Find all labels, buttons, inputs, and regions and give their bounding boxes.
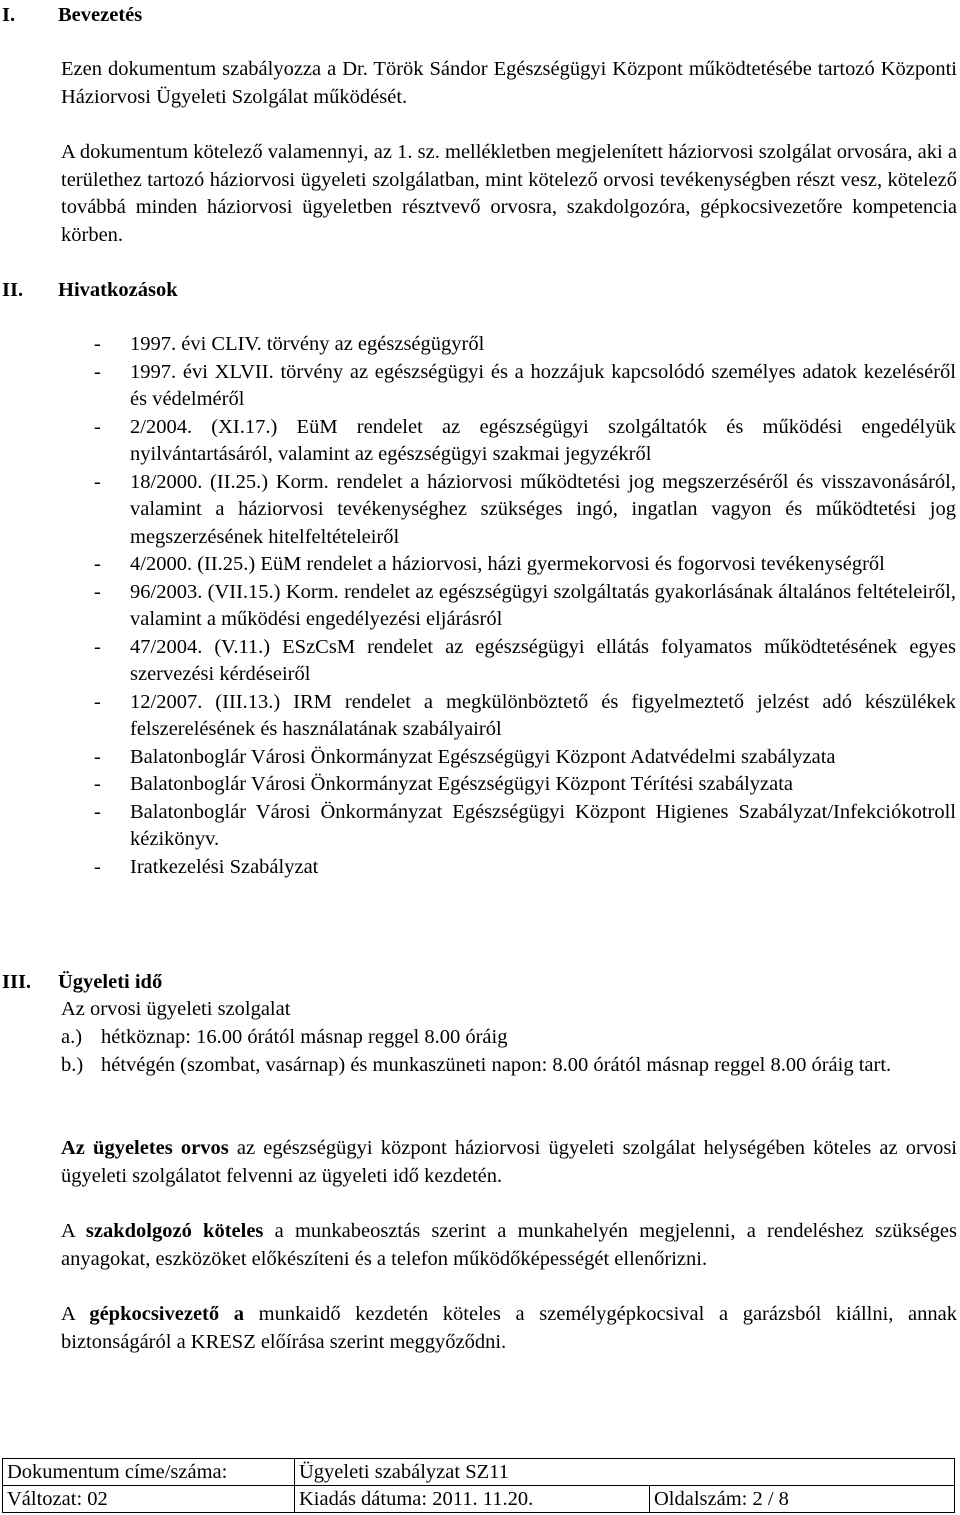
list-item <box>94 469 956 552</box>
list-item <box>94 414 956 469</box>
duty-time-intro: Az orvosi ügyeleti szolgalat <box>61 998 291 1020</box>
list-dash: - <box>94 415 101 438</box>
reference-text: Balatonboglár Városi Önkormányzat Egészségügyi Központ Térítési szabályzata <box>130 773 794 795</box>
list-item <box>94 689 956 744</box>
footer-issue-date: Kiadás dátuma: 2011. 11.20. <box>295 1486 650 1513</box>
reference-text: Iratkezelési Szabályzat <box>130 855 319 878</box>
footer-version: Változat: 02 <box>3 1486 295 1513</box>
list-dash: - <box>94 690 101 713</box>
reference-text: Balatonboglár Városi Önkormányzat Egészségügyi Központ Adatvédelmi szabályzata <box>130 745 836 768</box>
section-number: I. <box>2 4 16 26</box>
paragraph-text: A <box>61 1303 90 1325</box>
reference-text: 4/2000. (II.25.) EüM rendelet a háziorvosi, házi gyermekorvosi és fogorvosi tevékenységről <box>130 553 885 575</box>
reference-text: 12/2007. (III.13.) IRM rendelet a megkülönböztető és figyelmeztető jelzést adó készülékek felszerelésének és használatának szabályairól <box>130 690 956 740</box>
assistant-duty-paragraph <box>61 1218 957 1273</box>
list-item <box>94 331 956 359</box>
list-item <box>61 1052 957 1080</box>
list-item <box>94 771 956 799</box>
reference-text: 96/2003. (VII.15.) Korm. rendelet az egészségügyi szolgáltatás gyakorlásának általános feltételeiről, valamint a működési engedélyezési eljárásról <box>130 580 956 630</box>
list-item <box>94 634 956 689</box>
list-dash: - <box>94 773 101 795</box>
duty-time-list <box>61 1024 957 1079</box>
section-title: Hivatkozások <box>58 279 178 301</box>
list-dash: - <box>94 580 101 603</box>
reference-text: 1997. évi XLVII. törvény az egészségügyi és a hozzájuk kapcsolódó személyes adatok kezeléséről és védelméről <box>130 360 956 410</box>
list-item <box>94 744 956 772</box>
list-dash: - <box>94 855 101 878</box>
paragraph-text: munkaidő kezdetén köteles a személygépkocsival a garázsból kiállni, annak biztonságáról a KRESZ előírása szerint meggyőződni. <box>61 1303 957 1353</box>
table-row <box>3 1459 955 1486</box>
doctor-duty-paragraph <box>61 1135 957 1190</box>
footer-title-value: Ügyeleti szabályzat SZ11 <box>295 1459 955 1486</box>
list-marker: b.) <box>61 1053 84 1076</box>
list-dash: - <box>94 333 101 355</box>
intro-paragraph-2: A dokumentum kötelező valamennyi, az 1. sz. mellékletben megjelenített háziorvosi szolgálat orvosára, aki a területhez tartozó háziorvosi ügyeleti szolgálatban, mint kötelező orvosi tevékenységben részt vesz, kötelező továbbá minden háziorvosi ügyeletben résztvevő orvosra, szakdolgozóra, gépkocsivezetőre kompetencia körben. <box>61 141 957 246</box>
list-dash: - <box>94 553 101 575</box>
reference-text: 18/2000. (II.25.) Korm. rendelet a háziorvosi működtetési jog megszerzéséről és visszavonásáról, valamint a háziorvosi tevékenységhez szükséges ingó, ingatlan vagyon és működtetési jog megszerzésének hitelfeltételeiről <box>130 470 956 548</box>
reference-text: 1997. évi CLIV. törvény az egészségügyről <box>130 333 485 355</box>
driver-duty-paragraph <box>61 1301 957 1356</box>
section-title: Ügyeleti idő <box>58 971 163 993</box>
section-title: Bevezetés <box>58 4 143 26</box>
table-row <box>3 1486 955 1513</box>
footer-page-number: Oldalszám: 2 / 8 <box>650 1486 955 1513</box>
list-item <box>94 799 956 854</box>
reference-text: 2/2004. (XI.17.) EüM rendelet az egészségügyi szolgáltatók és működési engedélyük nyilvántartásáról, valamint az egészségügyi szakmai jegyzékről <box>130 415 956 465</box>
paragraph-text: az egészségügyi központ háziorvosi ügyeleti szolgálat helységében köteles az orvosi ügyeleti szolgálatot felvenni az ügyeleti idő kezdetén. <box>61 1137 957 1187</box>
reference-text: 47/2004. (V.11.) ESzCsM rendelet az egészségügyi ellátás folyamatos működtetésének egyes szervezési kérdéseiről <box>130 635 956 685</box>
list-item <box>94 579 956 634</box>
section-number: II. <box>2 279 24 301</box>
list-dash: - <box>94 360 101 383</box>
section-heading-duty-time <box>2 969 162 997</box>
bold-term: szakdolgozó köteles <box>85 1220 264 1242</box>
paragraph-text: a munkabeosztás szerint a munkahelyén megjelenni, a rendeléshez szükséges anyagokat, eszközöket előkészíteni és a telefon működőképességét ellenőrizni. <box>61 1220 957 1270</box>
footer-title-label: Dokumentum címe/száma: <box>3 1459 295 1486</box>
list-item <box>94 854 956 882</box>
reference-text: Balatonboglár Városi Önkormányzat Egészségügyi Központ Higienes Szabályzat/Infekciókotroll kézikönyv. <box>130 800 956 850</box>
bold-term: gépkocsivezető a <box>89 1303 245 1325</box>
list-marker: a.) <box>61 1026 83 1048</box>
list-item <box>61 1024 957 1052</box>
list-text: hétvégén (szombat, vasárnap) és munkaszüneti napon: 8.00 órától másnap reggel 8.00 óráig tart. <box>101 1053 892 1076</box>
section-heading-references <box>2 277 178 305</box>
references-list <box>94 331 956 881</box>
document-footer-table <box>2 1458 955 1513</box>
list-dash: - <box>94 800 101 823</box>
list-dash: - <box>94 745 101 768</box>
list-item <box>94 359 956 414</box>
section-number: III. <box>2 971 32 993</box>
list-item <box>94 551 956 579</box>
bold-term: Az ügyeletes orvos <box>61 1137 229 1159</box>
section-heading-intro <box>2 2 142 30</box>
intro-paragraph-1: Ezen dokumentum szabályozza a Dr. Török Sándor Egészségügyi Központ működtetésébe tartozó Központi Háziorvosi Ügyeleti Szolgálat működését. <box>61 58 957 108</box>
list-dash: - <box>94 635 101 658</box>
list-text: hétköznap: 16.00 órától másnap reggel 8.00 óráig <box>101 1026 508 1048</box>
list-dash: - <box>94 470 101 493</box>
paragraph-text: A <box>61 1220 86 1242</box>
